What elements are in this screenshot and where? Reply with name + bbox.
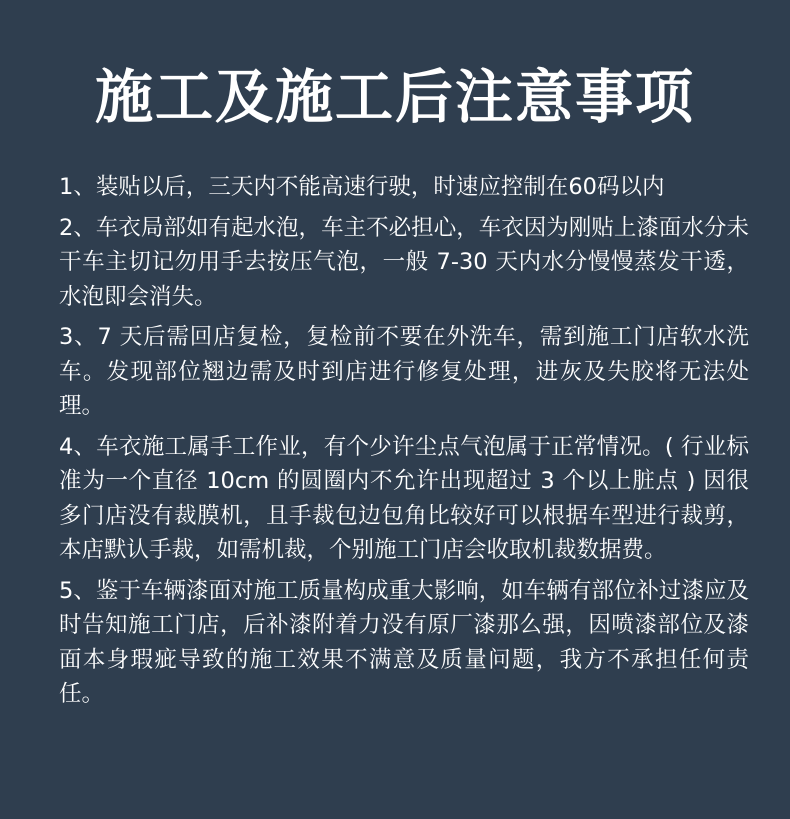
notes-list [59, 170, 749, 718]
note-item-3: 3、7 天后需回店复检，复检前不要在外洗车，需到施工门店软水洗车。发现部位翘边需及时到店进行修复处理，进灰及失胶将无法处理。 [59, 324, 749, 419]
note-item-1: 1、装贴以后，三天内不能高速行驶，时速应控制在60码以内 [59, 174, 665, 200]
note-item-2: 2、车衣局部如有起水泡，车主不必担心，车衣因为刚贴上漆面水分未干车主切记勿用手去按压气泡，一般 7-30 天内水分慢慢蒸发干透，水泡即会消失。 [59, 214, 749, 310]
note-item-4: 4、车衣施工属手工作业，有个少许尘点气泡属于正常情况。( 行业标准为一个直径 10cm 的圆圈内不允许出现超过 3 个以上脏点 ) 因很多门店没有裁膜机，且手裁包边包角比较好可以根据车型进行裁剪，本店默认手裁，如需机裁，个别施工门店会收取机裁数据费。 [59, 433, 749, 563]
page-title: 施工及施工后注意事项 [94, 63, 695, 131]
note-item-5: 5、鉴于车辆漆面对施工质量构成重大影响，如车辆有部位补过漆应及时告知施工门店，后补漆附着力没有原厂漆那么强，因喷漆部位及漆面本身瑕疵导致的施工效果不满意及质量问题，我方不承担任何责任。 [59, 577, 749, 707]
